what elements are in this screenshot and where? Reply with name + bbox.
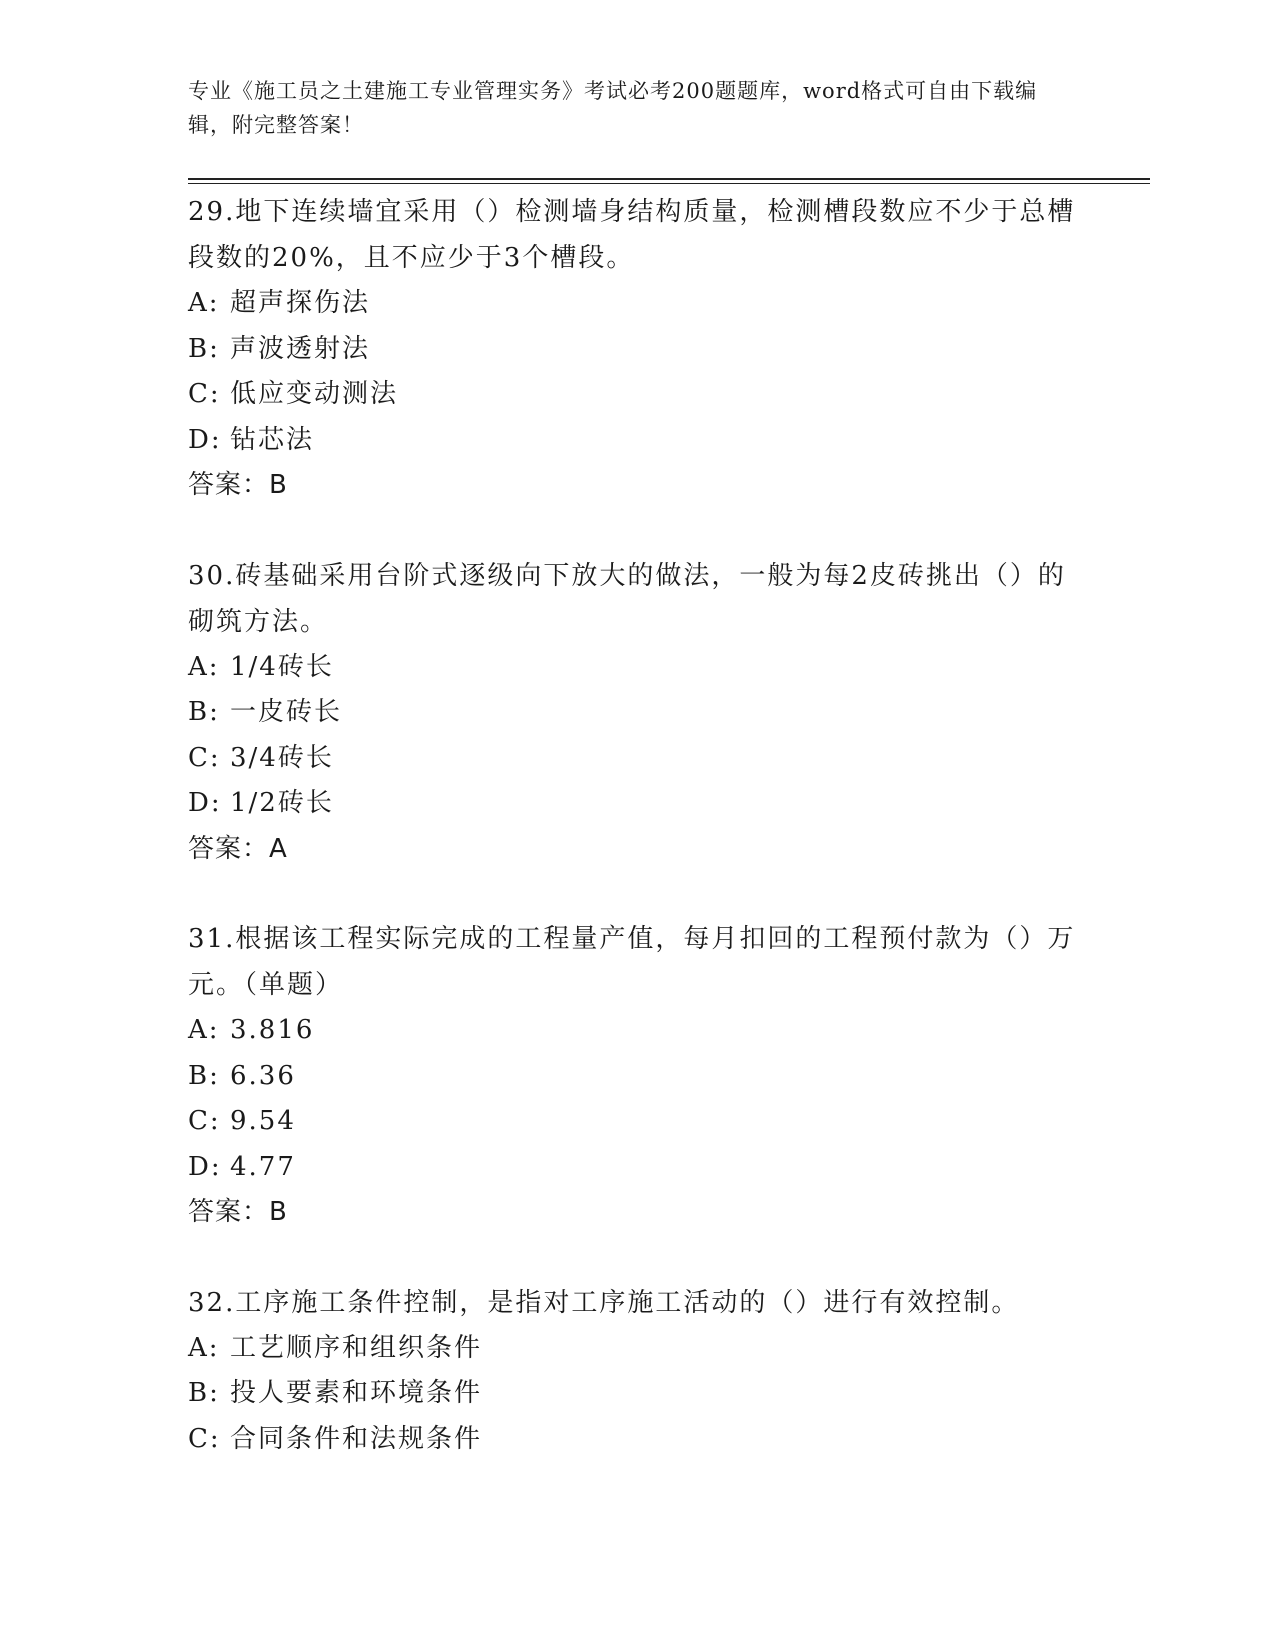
option-b <box>188 1054 1088 1100</box>
option-text: 工艺顺序和组织条件 <box>230 1332 483 1363</box>
option-a <box>188 281 1088 327</box>
option-d <box>188 418 1088 464</box>
question-number: 29. <box>188 197 236 227</box>
question-30 <box>188 553 1088 873</box>
question-text: 工序施工条件控制，是指对工序施工活动的（）进行有效控制。 <box>235 1287 1020 1318</box>
question-text: 砖基础采用台阶式逐级向下放大的做法，一般为每2皮砖挑出（）的砌筑方法。 <box>188 560 1066 637</box>
question-number: 30. <box>188 560 236 591</box>
option-letter: B: <box>188 1378 220 1408</box>
option-letter: C: <box>188 379 221 409</box>
question-list <box>188 189 1088 1506</box>
option-text: 投人要素和环境条件 <box>230 1378 483 1408</box>
question-stem <box>188 916 1088 1008</box>
option-text: 3.816 <box>230 1015 315 1045</box>
answer-line: 答案：B <box>188 1197 288 1227</box>
option-letter: B: <box>188 697 220 727</box>
option-text: 9.54 <box>230 1106 296 1136</box>
header-divider-thin <box>188 183 1150 184</box>
option-c <box>188 372 1088 418</box>
option-letter: A: <box>188 1332 220 1363</box>
option-text: 低应变动测法 <box>230 379 399 409</box>
option-a <box>188 1326 1088 1372</box>
option-text: 超声探伤法 <box>230 288 371 318</box>
option-letter: D: <box>188 424 222 455</box>
header-divider-thick <box>188 178 1150 180</box>
option-text: 3/4砖长 <box>230 742 334 773</box>
option-text: 4.77 <box>230 1151 296 1182</box>
option-letter: C: <box>188 1106 221 1136</box>
answer-line: 答案：A <box>188 833 288 864</box>
question-stem <box>188 189 1088 281</box>
question-stem <box>188 553 1088 645</box>
option-b <box>188 1371 1088 1417</box>
answer-line: 答案：B <box>188 470 288 500</box>
option-letter: D: <box>188 1151 222 1182</box>
question-32 <box>188 1280 1088 1463</box>
option-c <box>188 736 1088 782</box>
question-29 <box>188 189 1088 509</box>
option-text: 1/2砖长 <box>230 788 334 818</box>
option-d <box>188 781 1088 827</box>
option-text: 一皮砖长 <box>230 697 343 727</box>
option-text: 合同条件和法规条件 <box>230 1423 483 1454</box>
question-number: 32. <box>188 1287 236 1318</box>
option-c <box>188 1099 1088 1145</box>
option-letter: C: <box>188 742 221 773</box>
option-text: 6.36 <box>230 1060 296 1091</box>
option-b <box>188 690 1088 736</box>
option-d <box>188 1145 1088 1191</box>
question-text: 根据该工程实际完成的工程量产值，每月扣回的工程预付款为（）万元。（单题） <box>188 924 1076 1000</box>
question-text: 地下连续墙宜采用（）检测墙身结构质量，检测槽段数应不少于总槽段数的20%，且不应少于3个槽段。 <box>188 197 1076 273</box>
option-a <box>188 645 1088 691</box>
option-c <box>188 1417 1088 1463</box>
option-text: 声波透射法 <box>230 333 371 364</box>
option-letter: D: <box>188 788 222 818</box>
option-b <box>188 327 1088 373</box>
option-text: 钻芯法 <box>230 424 315 455</box>
option-a <box>188 1008 1088 1054</box>
question-31 <box>188 916 1088 1236</box>
option-letter: B: <box>188 333 220 364</box>
option-letter: A: <box>188 651 220 682</box>
option-letter: A: <box>188 288 220 318</box>
option-text: 1/4砖长 <box>230 651 334 682</box>
option-letter: B: <box>188 1060 220 1091</box>
question-stem <box>188 1280 1088 1326</box>
option-letter: A: <box>188 1015 220 1045</box>
option-letter: C: <box>188 1423 221 1454</box>
question-number: 31. <box>188 924 236 954</box>
document-header: 专业《施工员之土建施工专业管理实务》考试必考200题题库，word格式可自由下载编辑，附完整答案！ <box>188 79 1038 137</box>
